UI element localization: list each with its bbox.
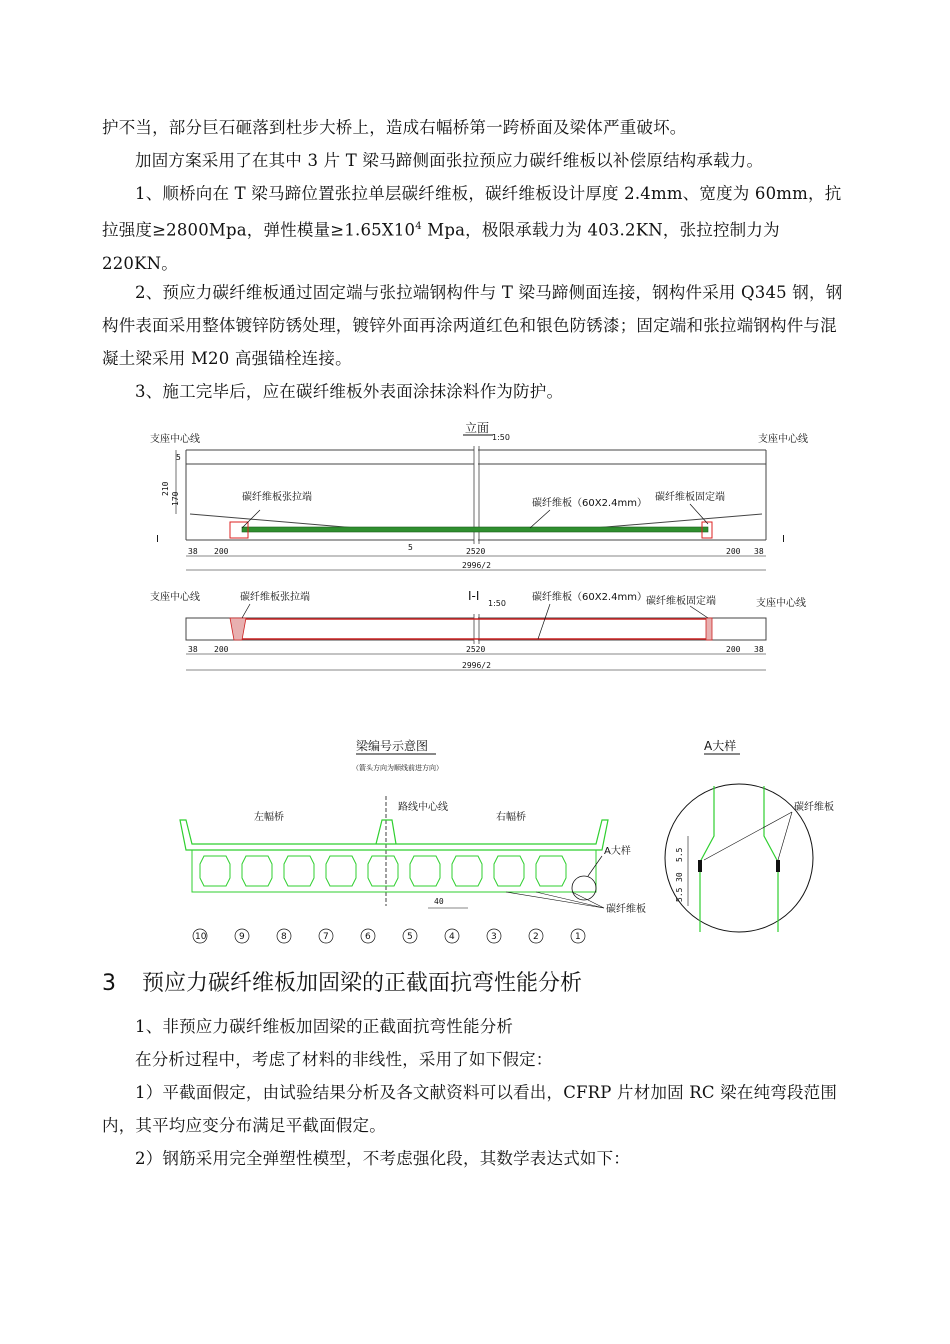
elevation-dim-210: 210 bbox=[161, 481, 170, 496]
plan-dim-38-right: 38 bbox=[754, 645, 764, 654]
heading-number: 3 bbox=[102, 971, 116, 996]
heading-title: 预应力碳纤维板加固梁的正截面抗弯性能分析 bbox=[142, 971, 583, 996]
plan-plate-label: 碳纤维板（60X2.4mm） bbox=[532, 592, 647, 603]
elevation-plate-label: 碳纤维板（60X2.4mm） bbox=[532, 498, 647, 509]
elevation-dim-200-left: 200 bbox=[214, 547, 229, 556]
beam-number-10: 10 bbox=[195, 932, 207, 942]
beam-number-5: 5 bbox=[407, 932, 413, 942]
elevation-dim-38-right: 38 bbox=[754, 547, 764, 556]
beam-number-2: 2 bbox=[533, 932, 539, 942]
plan-dim-38: 38 bbox=[188, 645, 198, 654]
plan-dim-total: 2996/2 bbox=[462, 661, 491, 670]
beam-number-1: 1 bbox=[575, 932, 581, 942]
plan-scale: 1:50 bbox=[488, 599, 506, 608]
beam-number-4: 4 bbox=[449, 932, 455, 942]
plan-dim-200-right: 200 bbox=[726, 645, 741, 654]
detail-dim-b: 30 bbox=[675, 872, 684, 882]
beam-number-6: 6 bbox=[365, 932, 371, 942]
subsection-1: 1、非预应力碳纤维板加固梁的正截面抗弯性能分析 bbox=[135, 1017, 514, 1036]
section-center-line: 路线中心线 bbox=[398, 802, 448, 813]
detail-a-drawing bbox=[664, 736, 844, 948]
paragraph-item-1 bbox=[102, 177, 847, 280]
elevation-section-mark-right: I bbox=[782, 534, 785, 545]
section-cfrp-label: 碳纤维板 bbox=[606, 904, 646, 915]
plan-support-left: 支座中心线 bbox=[150, 592, 200, 603]
elevation-support-left: 支座中心线 bbox=[150, 434, 200, 445]
item-1-text-a: 1、顺桥向在 T 梁马蹄位置张拉单层碳纤维板，碳纤维板设计厚度 2.4mm、宽度为 60mm，抗拉强度≥2800Mpa，弹性模量≥1.65X10 bbox=[102, 184, 842, 240]
plan-tension-end-label: 碳纤维板张拉端 bbox=[240, 592, 310, 603]
assumption-1: 1）平截面假定，由试验结果分析及各文献资料可以看出，CFRP 片材加固 RC 梁在纯弯段范围内，其平均应变分布满足平截面假定。 bbox=[102, 1083, 838, 1135]
detail-dim-c: 5.5 bbox=[675, 887, 684, 902]
elevation-fixed-end-label: 碳纤维板固定端 bbox=[655, 492, 725, 503]
plan-tension-anchor bbox=[230, 618, 246, 640]
elevation-dim-mid: 5 bbox=[408, 543, 413, 552]
section-detail-a-label: A大样 bbox=[604, 846, 631, 857]
plan-drawing bbox=[150, 588, 810, 688]
section-right-bridge: 右幅桥 bbox=[496, 812, 526, 823]
analysis-intro: 在分析过程中，考虑了材料的非线性，采用了如下假定： bbox=[135, 1050, 553, 1069]
plan-dim-200-left: 200 bbox=[214, 645, 229, 654]
elevation-dim-170: 170 bbox=[171, 491, 180, 506]
elevation-support-right: 支座中心线 bbox=[758, 434, 808, 445]
section-dim-40: 40 bbox=[434, 897, 444, 906]
item-1-superscript: 4 bbox=[415, 221, 422, 232]
elevation-drawing bbox=[150, 418, 810, 578]
section-left-bridge: 左幅桥 bbox=[254, 812, 284, 823]
plan-dim-2520: 2520 bbox=[466, 645, 486, 654]
cross-section-drawing bbox=[176, 736, 656, 948]
assumption-2: 2）钢筋采用完全弹塑性模型，不考虑强化段，其数学表达式如下： bbox=[135, 1149, 630, 1168]
beam-number-8: 8 bbox=[281, 932, 287, 942]
elevation-dim-38: 38 bbox=[188, 547, 198, 556]
plan-fixed-anchor bbox=[706, 618, 712, 640]
detail-title: A大样 bbox=[704, 739, 737, 753]
elevation-tension-end-label: 碳纤维板张拉端 bbox=[242, 492, 312, 503]
paragraph-scheme: 加固方案采用了在其中 3 片 T 梁马蹄侧面张拉预应力碳纤维板以补偿原结构承载力。 bbox=[135, 151, 764, 170]
plan-title: I-I bbox=[468, 589, 480, 603]
elevation-dim-5: 5 bbox=[176, 453, 181, 462]
beam-number-7: 7 bbox=[323, 932, 329, 942]
item-1-text-b: Mpa，极限承载力为 403.2KN，张拉控制力为 220KN。 bbox=[102, 220, 780, 273]
detail-dim-a: 5.5 bbox=[675, 847, 684, 862]
elevation-dim-200-right: 200 bbox=[726, 547, 741, 556]
elevation-section-mark-left: I bbox=[156, 534, 159, 545]
paragraph-item-3: 3、施工完毕后，应在碳纤维板外表面涂抹涂料作为防护。 bbox=[135, 382, 564, 401]
beam-number-9: 9 bbox=[239, 932, 245, 942]
section-heading bbox=[102, 966, 582, 997]
elevation-scale: 1:50 bbox=[492, 433, 510, 442]
elevation-dim-total: 2996/2 bbox=[462, 561, 491, 570]
paragraph-intro-tail: 护不当，部分巨石砸落到杜步大桥上，造成右幅桥第一跨桥面及梁体严重破坏。 bbox=[102, 118, 687, 137]
section-title: 梁编号示意图 bbox=[356, 739, 429, 753]
detail-cfrp-label: 碳纤维板 bbox=[794, 802, 834, 813]
elevation-cfrp-plate bbox=[242, 527, 708, 532]
plan-fixed-end-label: 碳纤维板固定端 bbox=[646, 596, 716, 607]
plan-support-right: 支座中心线 bbox=[756, 598, 806, 609]
beam-number-3: 3 bbox=[491, 932, 497, 942]
elevation-dim-2520: 2520 bbox=[466, 547, 486, 556]
elevation-title: 立面 bbox=[465, 421, 490, 435]
section-subtitle: （箭头方向为顺线前进方向） bbox=[352, 764, 443, 772]
paragraph-item-2: 2、预应力碳纤维板通过固定端与张拉端钢构件与 T 梁马蹄侧面连接，钢构件采用 Q345 钢，钢构件表面采用整体镀锌防锈处理，镀锌外面再涂两道红色和银色防锈漆；固定端和张拉端钢构件与混凝土梁采用 M20 高强锚栓连接。 bbox=[102, 283, 843, 368]
